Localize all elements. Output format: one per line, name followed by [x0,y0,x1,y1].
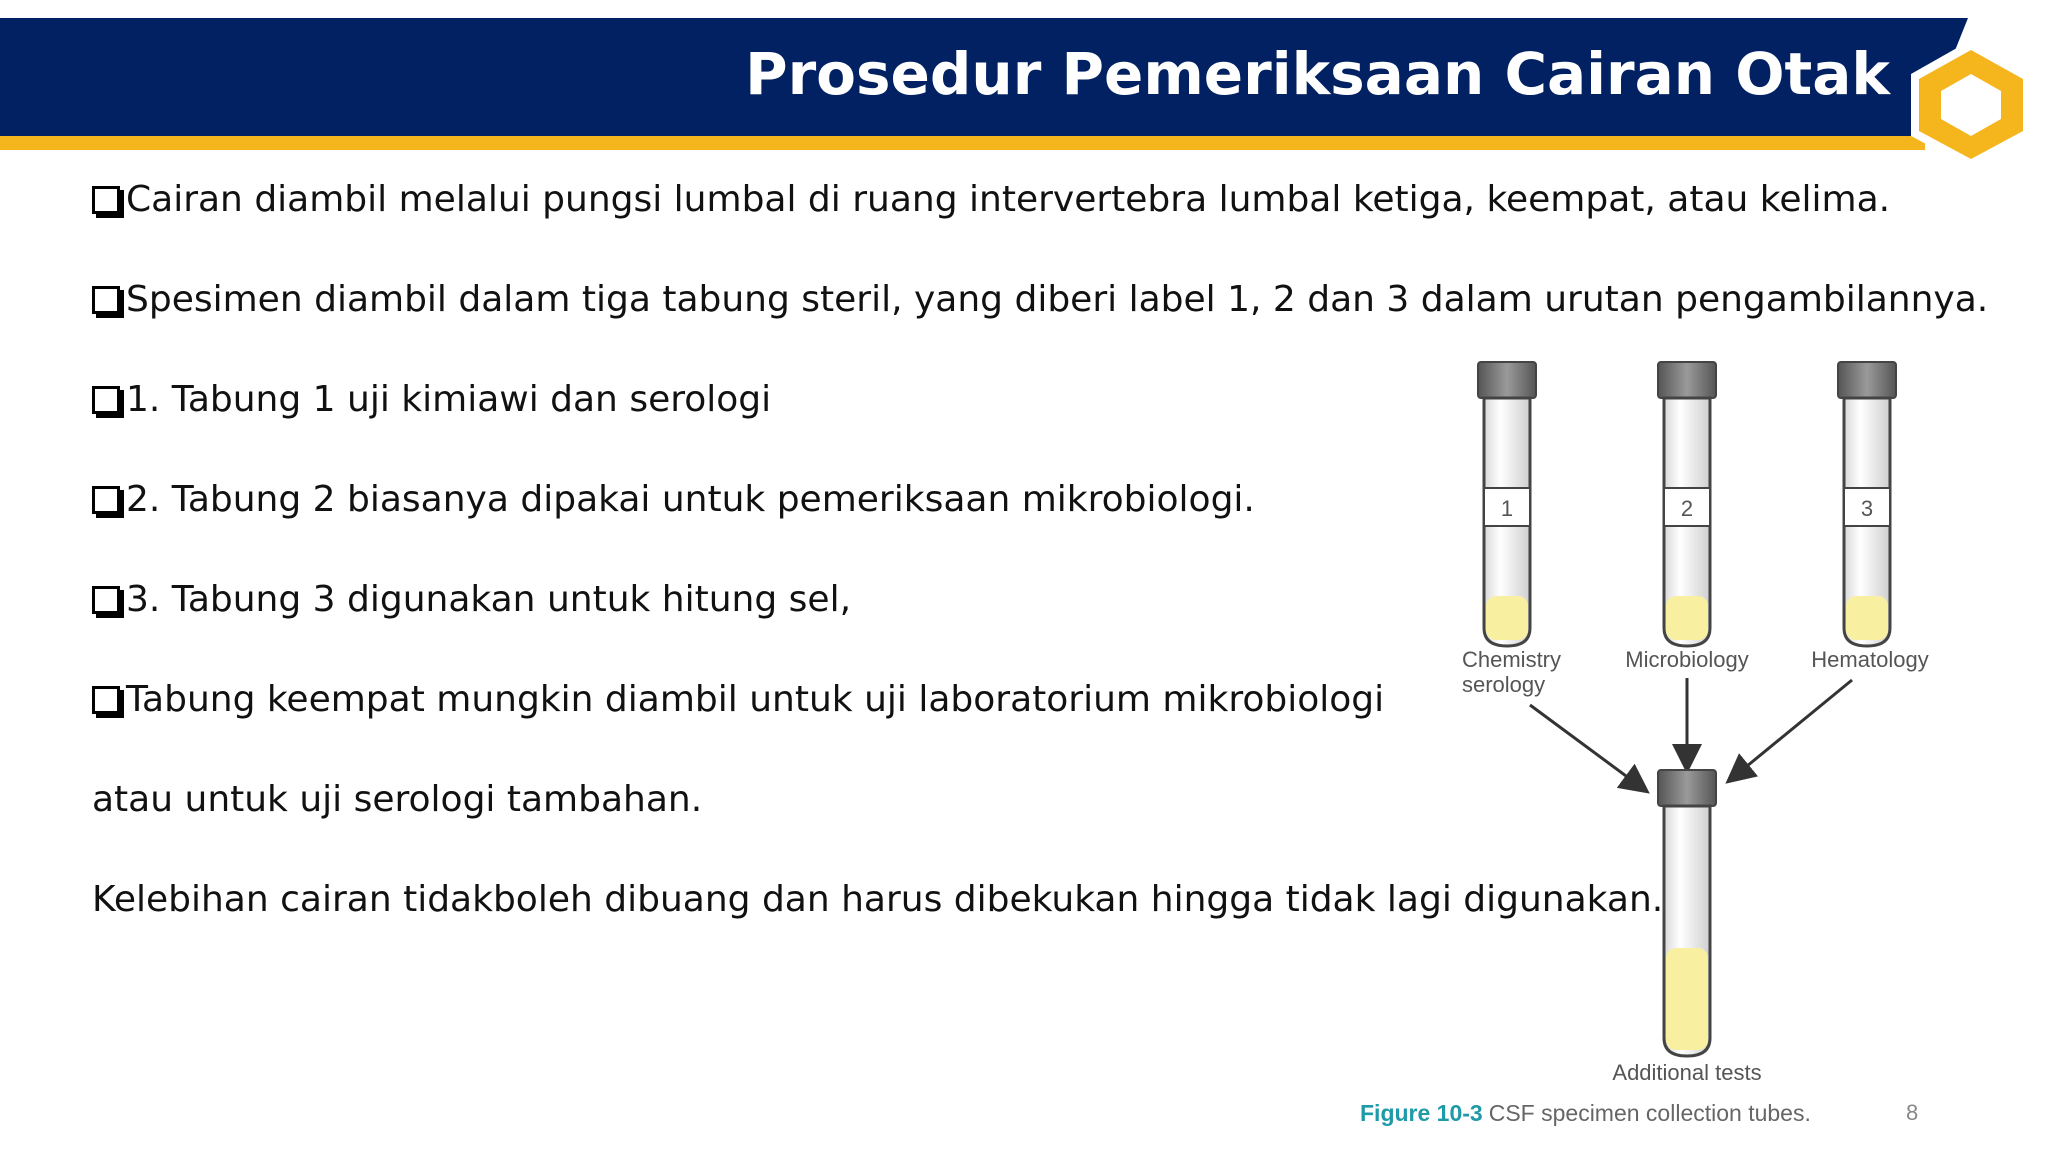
bullet-text: Cairan diambil melalui pungsi lumbal di ruang intervertebra lumbal ketiga, keempat, atau kelima. [126,179,1891,220]
tube-3-number: 3 [1860,496,1874,521]
bullet-text: Tabung keempat mungkin diambil untuk uji laboratorium mikrobiologi [126,679,1385,720]
checkbox-bullet-icon [92,186,120,214]
bullet-item [92,178,1890,222]
figure-number: Figure 10-3 [1360,1100,1483,1126]
tube-2-number: 2 [1680,496,1694,521]
bullet-text: Spesimen diambil dalam tiga tabung steril, yang diberi label 1, 2 dan 3 dalam urutan pengambilannya. [126,279,1989,320]
tube-1-label: Chemistry [1462,647,1562,672]
hexagon-logo-icon [1905,36,2037,172]
checkbox-bullet-icon [92,586,120,614]
figure-caption [1360,1100,1811,1127]
header-accent-stripe [0,136,1925,150]
tube-3-label: Hematology [1811,647,1929,672]
text-line [92,778,702,822]
bullet-item [92,678,1384,722]
bullet-text: 1. Tabung 1 uji kimiawi dan serologi [126,379,772,420]
arrow-from-tube-3 [1730,680,1852,780]
checkbox-bullet-icon [92,686,120,714]
page-number: 8 [1906,1100,1919,1125]
bullet-text: 3. Tabung 3 digunakan untuk hitung sel, [126,579,852,620]
slide-title: Prosedur Pemeriksaan Cairan Otak [745,40,1890,108]
tube-1-number: 1 [1500,496,1514,521]
tube-1-label-line2: serology [1462,672,1546,697]
tube-2-label: Microbiology [1625,647,1749,672]
checkbox-bullet-icon [92,386,120,414]
bullet-item [92,378,771,422]
bullet-item [92,578,851,622]
figure-caption-text: CSF specimen collection tubes. [1488,1100,1811,1126]
body-text: atau untuk uji serologi tambahan. [92,779,703,820]
bullet-item [92,278,1988,322]
bullet-item [92,478,1255,522]
text-line [92,878,1663,922]
checkbox-bullet-icon [92,486,120,514]
body-text: Kelebihan cairan tidakboleh dibuang dan harus dibekukan hingga tidak lagi digunakan. [92,879,1664,920]
checkbox-bullet-icon [92,286,120,314]
csf-tubes-figure [1440,350,1960,1130]
tube-4-label: Additional tests [1612,1060,1762,1085]
tube-4 [1658,770,1716,1056]
bullet-text: 2. Tabung 2 biasanya dipakai untuk pemeriksaan mikrobiologi. [126,479,1255,520]
arrow-from-tube-1 [1530,705,1645,790]
